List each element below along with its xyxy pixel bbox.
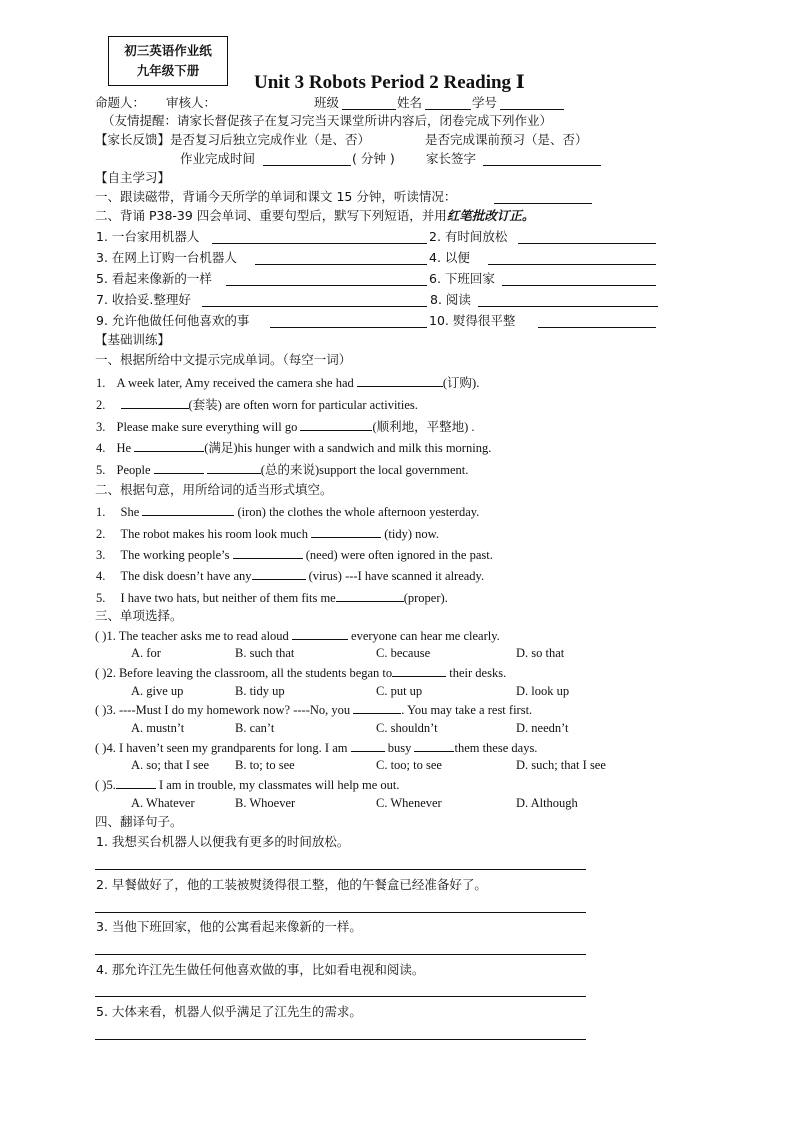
part1-item — [96, 396, 418, 413]
item-number: 1. — [96, 505, 106, 519]
course-box — [108, 36, 228, 86]
mc-question — [95, 627, 500, 644]
item-hint: (tidy) now. — [381, 527, 439, 541]
mc-question — [95, 701, 532, 718]
item-hint: (套装) are often worn for particular activities. — [188, 398, 418, 412]
phrase-blank[interactable] — [226, 273, 427, 286]
item-hint: (顺利地，平整地) . — [372, 420, 475, 434]
course-box-line1: 初三英语作业纸 — [124, 43, 212, 58]
answer-blank[interactable] — [142, 503, 234, 516]
part2-item — [96, 525, 439, 542]
phrase-item: 9. 允许他做任何他喜欢的事 — [96, 313, 250, 328]
part4-title: 四、翻译句子。 — [95, 814, 183, 829]
phrase-item: 7. 收拾妥.整理好 — [96, 292, 191, 307]
item-number: 3. — [96, 420, 106, 434]
item-text: The disk doesn’t have any — [120, 569, 252, 583]
phrase-blank[interactable] — [502, 273, 656, 286]
phrase-blank[interactable] — [202, 294, 427, 307]
phrase-item: 6. 下班回家 — [429, 271, 495, 286]
notice-text: （友情提醒：请家长督促孩子在复习完当天课堂所讲内容后，闭卷完成下列作业） — [102, 113, 553, 128]
phrase-blank[interactable] — [255, 252, 427, 265]
translation-item: 3. 当他下班回家，他的公寓看起来像新的一样。 — [96, 919, 362, 934]
item-hint: (iron) the clothes the whole afternoon yesterday. — [234, 505, 480, 519]
answer-line[interactable] — [95, 996, 586, 997]
answer-blank[interactable] — [116, 776, 156, 789]
part2-item — [96, 589, 448, 606]
answer-blank[interactable] — [207, 461, 261, 474]
answer-blank[interactable] — [311, 525, 381, 538]
reviewer-label: 审核人： — [166, 95, 217, 110]
preview-label: 是否完成课前预习（是、否） — [425, 132, 588, 147]
mc-option[interactable]: D. look up — [516, 684, 570, 698]
question-text: ( )2. Before leaving the classroom, all the students began to — [95, 666, 393, 680]
mc-option[interactable]: D. needn’t — [516, 721, 569, 735]
mc-option[interactable]: B. such that — [235, 646, 295, 660]
part2-item — [96, 503, 479, 520]
answer-blank[interactable] — [134, 439, 204, 452]
part1-item — [96, 439, 491, 456]
item-number: 4. — [96, 441, 106, 455]
item-text: Please make sure everything will go — [116, 420, 301, 434]
item-number: 2. — [96, 398, 106, 412]
item-number: 1. — [96, 376, 106, 390]
item-number: 2. — [96, 527, 106, 541]
mc-option[interactable]: A. mustn’t — [131, 721, 185, 735]
part2-title: 二、根据句意，用所给词的适当形式填空。 — [95, 482, 333, 497]
question-text: ( )3. ----Must I do my homework now? ----No, you — [95, 703, 354, 717]
mc-option[interactable]: C. shouldn’t — [376, 721, 438, 735]
course-box-line2: 九年级下册 — [136, 63, 200, 78]
answer-blank[interactable] — [392, 664, 446, 677]
phrase-blank[interactable] — [488, 252, 656, 265]
item-number: 4. — [96, 569, 106, 583]
name-blank[interactable] — [425, 97, 471, 110]
mc-option[interactable]: C. because — [376, 646, 431, 660]
item-hint: (need) were often ignored in the past. — [302, 548, 493, 562]
item-hint: (满足)his hunger with a sandwich and milk this morning. — [204, 441, 492, 455]
mc-option[interactable]: C. too; to see — [376, 758, 442, 772]
phrase-item: 10. 熨得很平整 — [429, 313, 516, 328]
part1-item — [96, 461, 468, 478]
question-text: busy — [384, 741, 415, 755]
phrase-item: 5. 看起来像新的一样 — [96, 271, 212, 286]
mc-option[interactable]: C. Whenever — [376, 796, 442, 810]
time-blank[interactable] — [263, 153, 351, 166]
translation-item: 2. 早餐做好了，他的工装被熨烫得很工整，他的午餐盒已经准备好了。 — [96, 877, 487, 892]
answer-blank[interactable] — [353, 701, 401, 714]
part1-item — [96, 374, 479, 391]
mc-option[interactable]: B. to; to see — [235, 758, 295, 772]
phrase-blank[interactable] — [518, 231, 656, 244]
mc-option[interactable]: B. tidy up — [235, 684, 285, 698]
name-label: 姓名 — [397, 95, 423, 110]
translation-item: 5. 大体来看，机器人似乎满足了江先生的需求。 — [96, 1004, 362, 1019]
item-number: 5. — [96, 591, 106, 605]
item-hint: (订购). — [442, 376, 480, 390]
mc-option[interactable]: D. Although — [516, 796, 578, 810]
mc-option[interactable]: B. can’t — [235, 721, 275, 735]
self-study-item2-emphasis: 红笔批改订正。 — [446, 208, 535, 223]
phrase-item: 4. 以便 — [429, 250, 470, 265]
question-text: ( )4. I haven’t seen my grandparents for long. I am — [95, 741, 351, 755]
answer-blank[interactable] — [300, 418, 372, 431]
answer-blank[interactable] — [154, 461, 204, 474]
item-text: A week later, Amy received the camera she had — [116, 376, 357, 390]
item-hint: (virus) ---I have scanned it already. — [305, 569, 485, 583]
translation-item: 4. 那允许江先生做任何他喜欢做的事，比如看电视和阅读。 — [96, 962, 425, 977]
number-blank[interactable] — [500, 97, 564, 110]
answer-line[interactable] — [95, 1039, 586, 1040]
part3-title: 三、单项选择。 — [95, 608, 183, 623]
class-label: 班级 — [314, 95, 340, 110]
question-text: ( )5. — [95, 778, 116, 792]
item-number: 3. — [96, 548, 106, 562]
phrase-item: 8. 阅读 — [430, 292, 471, 307]
item-hint: (proper). — [403, 591, 448, 605]
phrase-item: 3. 在网上订购一台机器人 — [96, 250, 237, 265]
answer-blank[interactable] — [233, 546, 303, 559]
item-text: He — [116, 441, 135, 455]
mc-option[interactable]: A. so; that I see — [131, 758, 210, 772]
item-hint: (总的来说)support the local government. — [260, 463, 469, 477]
answer-line[interactable] — [95, 954, 586, 955]
item-text: The robot makes his room look much — [120, 527, 312, 541]
item-text: I have two hats, but neither of them fits me — [120, 591, 336, 605]
answer-line[interactable] — [95, 912, 586, 913]
mc-question — [95, 776, 400, 793]
phrase-item: 1. 一台家用机器人 — [96, 229, 200, 244]
self-study-item2-text: 二、背诵 P38-39 四会单词、重要句型后，默写下列短语，并用 — [95, 208, 447, 223]
question-text: ( )1. The teacher asks me to read aloud — [95, 629, 292, 643]
question-text: their desks. — [446, 666, 507, 680]
signature-label: 家长签字 — [426, 151, 477, 166]
question-text: them these days. — [454, 741, 538, 755]
listening-blank[interactable] — [494, 191, 592, 204]
answer-blank[interactable] — [336, 589, 404, 602]
mc-question — [95, 664, 506, 681]
phrase-blank[interactable] — [270, 315, 427, 328]
mc-option[interactable]: A. Whatever — [131, 796, 195, 810]
mc-option[interactable]: C. put up — [376, 684, 423, 698]
item-text: People — [116, 463, 154, 477]
translation-item: 1. 我想买台机器人以便我有更多的时间放松。 — [96, 834, 350, 849]
part2-item — [96, 567, 484, 584]
part2-item — [96, 546, 493, 563]
number-label: 学号 — [472, 95, 498, 110]
item-text: The working people’s — [120, 548, 233, 562]
feedback-label: 【家长反馈】是否复习后独立完成作业（是、否） — [95, 132, 371, 147]
item-number: 5. — [96, 463, 106, 477]
class-blank[interactable] — [342, 97, 396, 110]
phrase-item: 2. 有时间放松 — [429, 229, 508, 244]
question-text: everyone can hear me clearly. — [347, 629, 500, 643]
self-study-item2 — [95, 208, 534, 224]
mc-option[interactable]: D. such; that I see — [516, 758, 606, 772]
answer-blank[interactable] — [121, 396, 189, 409]
time-label: 作业完成时间 — [180, 151, 256, 166]
self-study-header: 【自主学习】 — [95, 170, 171, 185]
mc-option[interactable]: B. Whoever — [235, 796, 296, 810]
answer-blank[interactable] — [351, 739, 385, 752]
question-text: I am in trouble, my classmates will help me out. — [155, 778, 400, 792]
page-title: Unit 3 Robots Period 2 Reading Ⅰ — [254, 72, 525, 93]
basic-header: 【基础训练】 — [95, 332, 171, 347]
phrase-blank[interactable] — [478, 294, 658, 307]
mc-option[interactable]: A. for — [131, 646, 161, 660]
self-study-item1: 一、跟读磁带，背诵今天所学的单词和课文 15 分钟，听读情况： — [95, 189, 457, 204]
phrase-blank[interactable] — [212, 231, 427, 244]
item-text: She — [120, 505, 143, 519]
signature-blank[interactable] — [483, 153, 601, 166]
mc-question — [95, 739, 537, 756]
minutes-label: ( 分钟 ) — [352, 151, 395, 166]
question-text: . You may take a rest first. — [401, 703, 533, 717]
author-label: 命题人： — [95, 95, 146, 110]
part1-title: 一、根据所给中文提示完成单词。（每空一词） — [95, 352, 352, 367]
mc-option[interactable]: A. give up — [131, 684, 184, 698]
answer-blank[interactable] — [357, 374, 443, 387]
answer-line[interactable] — [95, 869, 586, 870]
part1-item — [96, 418, 475, 435]
answer-blank[interactable] — [252, 567, 306, 580]
mc-option[interactable]: D. so that — [516, 646, 565, 660]
answer-blank[interactable] — [414, 739, 454, 752]
answer-blank[interactable] — [292, 627, 348, 640]
phrase-blank[interactable] — [538, 315, 656, 328]
